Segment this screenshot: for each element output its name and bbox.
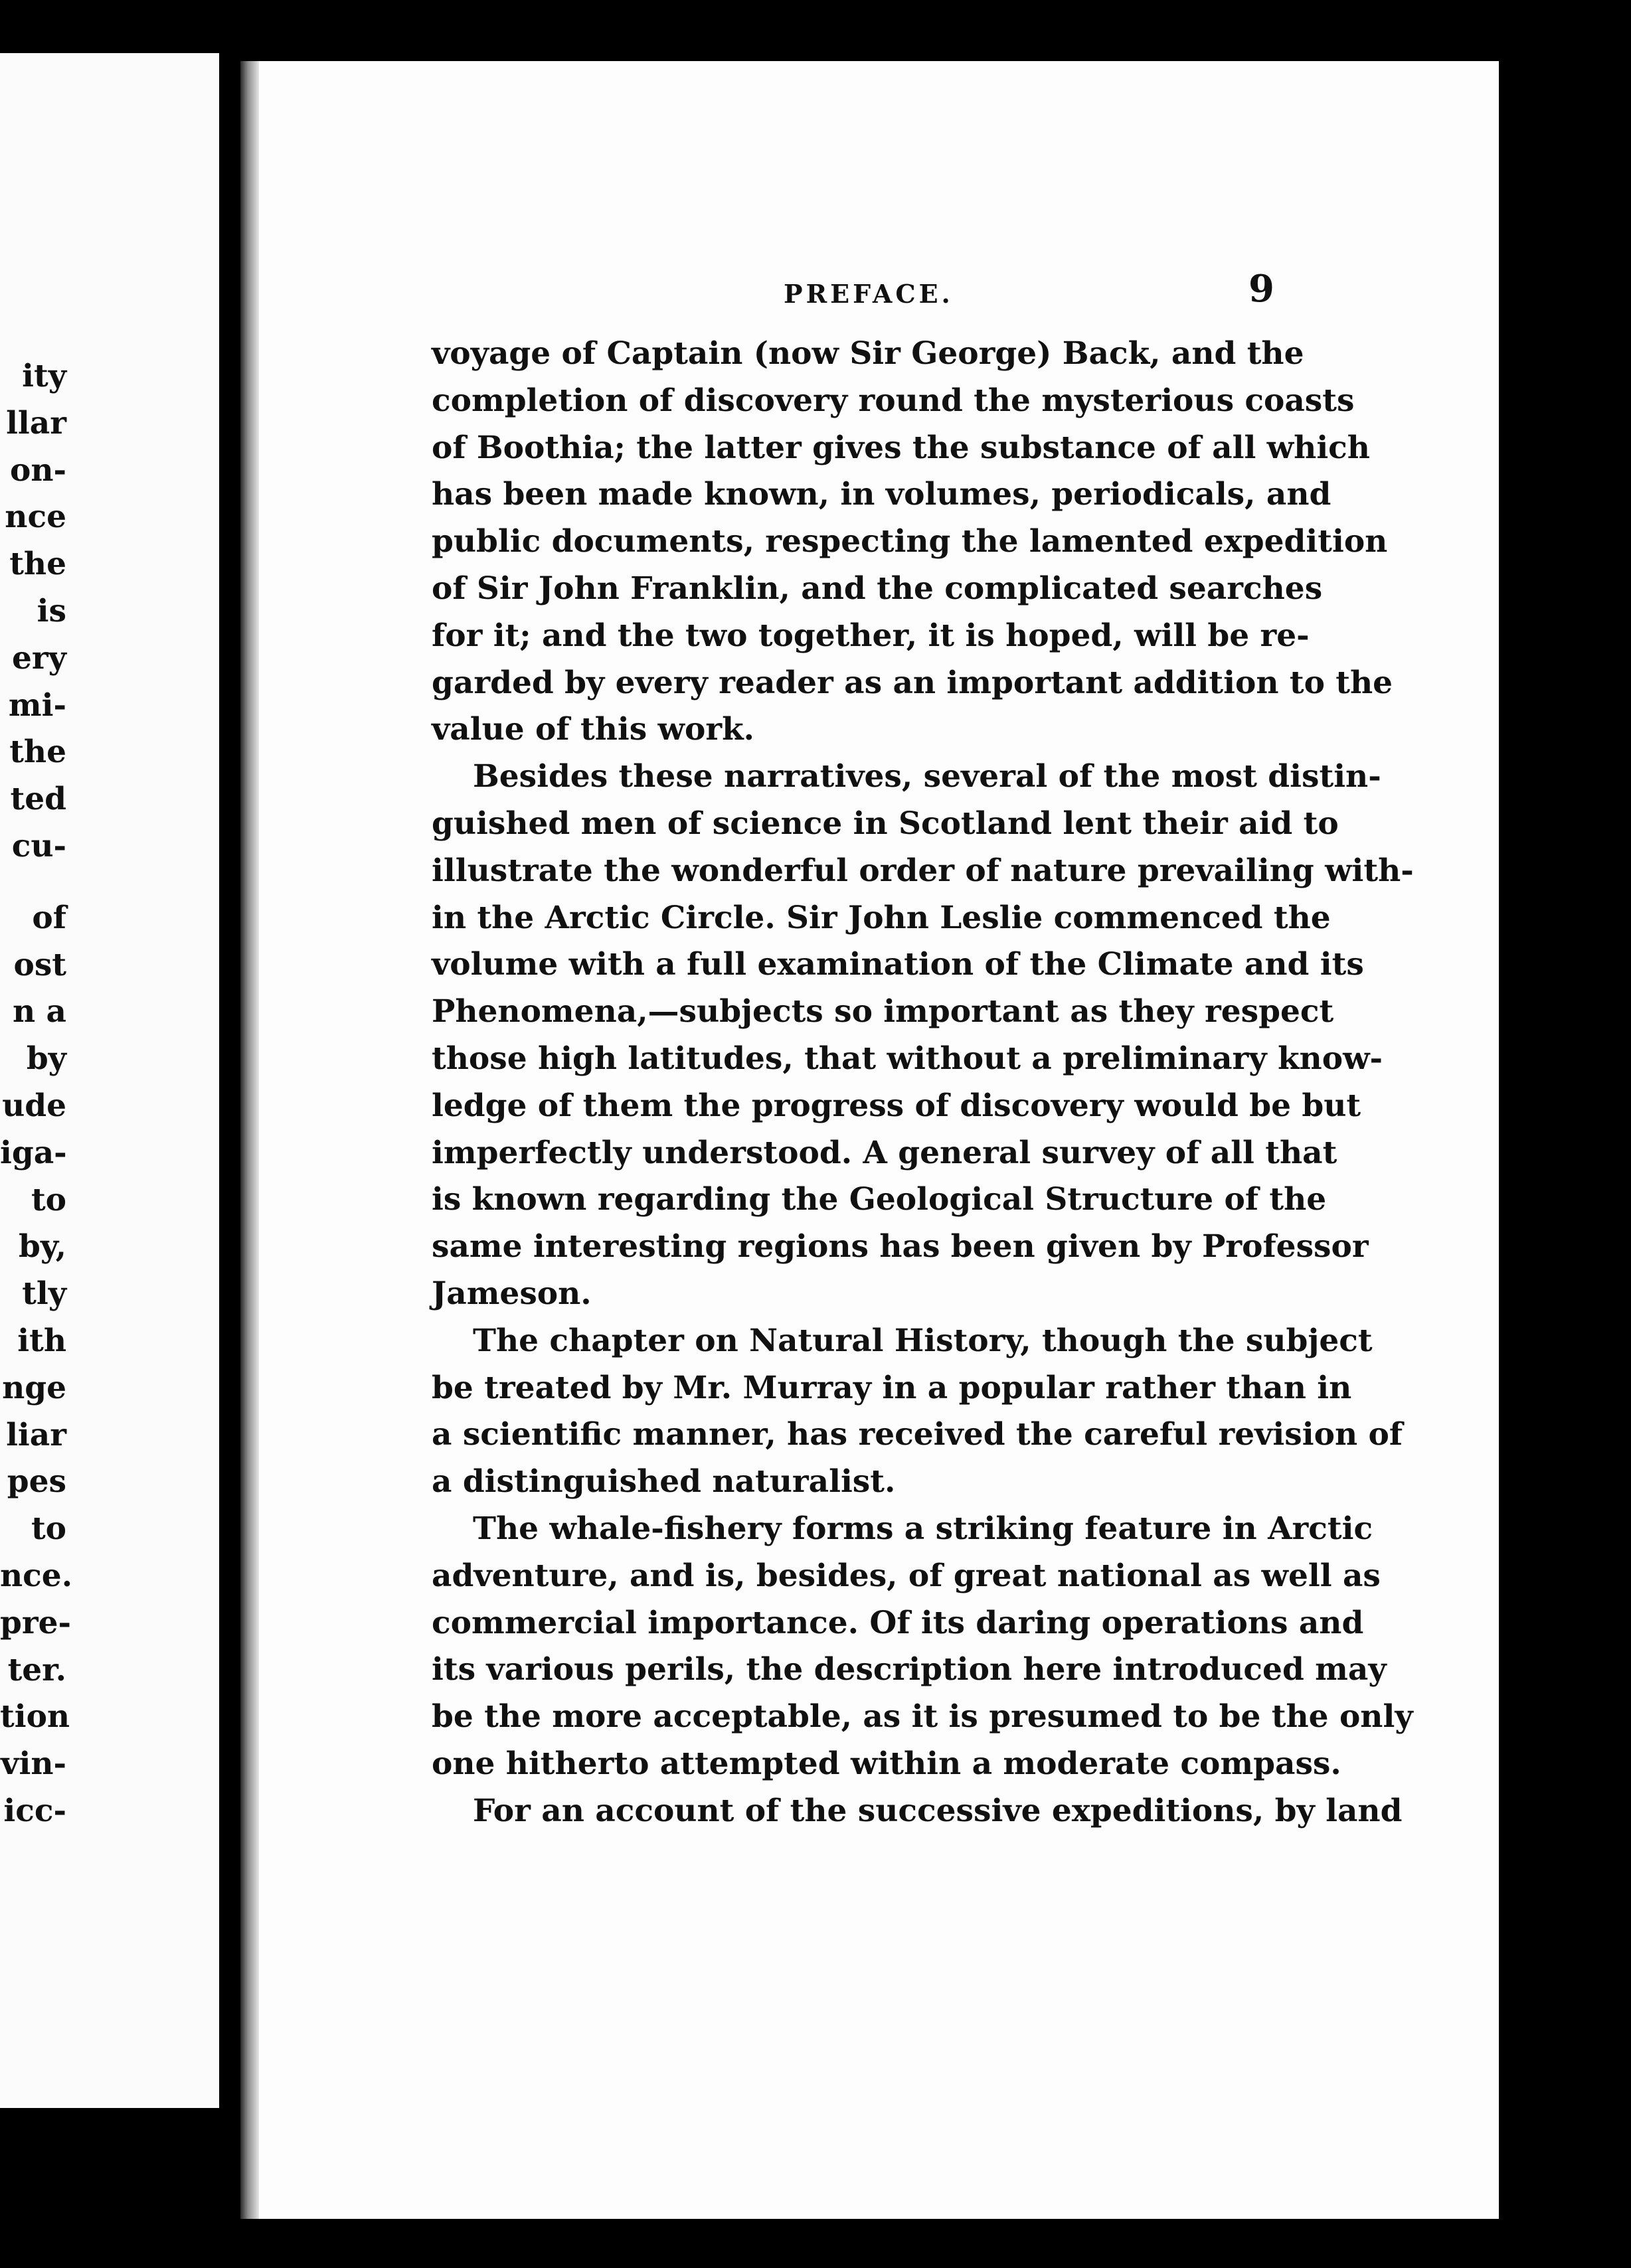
facing-page-fragment-line: ost [13,946,66,983]
facing-page-fragment-line: nge [2,1369,66,1406]
text-line: be the more acceptable, as it is presumed to be the only [432,1698,1413,1736]
page-number: 9 [1248,267,1274,311]
facing-page-fragment-line: cu- [11,827,66,864]
paragraph [432,1506,1413,1788]
page-gutter-shadow [240,61,259,2219]
text-line: value of this work. [432,711,755,748]
text-line: adventure, and is, besides, of great national as well as [432,1557,1381,1594]
text-line: public documents, respecting the lamented expedition [432,523,1388,560]
paragraph [432,1788,1403,1835]
facing-page-fragment-line: ted [10,781,66,818]
facing-page-fragment-line: ith [17,1322,66,1359]
text-line: voyage of Captain (now Sir George) Back, and the [432,335,1304,372]
text-line: is known regarding the Geological Structure of the [432,1181,1327,1218]
text-line: has been made known, in volumes, periodicals, and [432,476,1331,513]
text-line: those high latitudes, that without a preliminary know- [432,1040,1383,1077]
facing-page-fragment-line: to [31,1181,66,1218]
facing-page-fragment-line: ery [12,639,66,677]
text-line: Phenomena,—subjects so important as they respect [432,993,1334,1030]
facing-page-fragment-line: on- [9,451,66,489]
facing-page-fragment-line: mi- [8,687,66,724]
facing-page-fragment-line: n a [13,993,66,1030]
facing-page-fragment-line: pre- [0,1604,72,1641]
facing-page-fragment-line: pes [7,1463,66,1500]
text-line: be treated by Mr. Murray in a popular rather than in [432,1369,1352,1406]
facing-page-fragment-line: of [32,899,66,936]
text-line: Besides these narratives, several of the most distin- [473,758,1381,795]
facing-page-fragment-line: ter. [7,1651,66,1688]
facing-page-fragment-line: the [9,546,66,583]
text-line: completion of discovery round the mysterious coasts [432,382,1355,419]
text-line: same interesting regions has been given by Professor [432,1228,1369,1265]
facing-page-fragment-line: to [31,1510,66,1548]
text-line: The chapter on Natural History, though the subject [473,1322,1373,1359]
text-line: in the Arctic Circle. Sir John Leslie commenced the [432,899,1331,936]
text-line: garded by every reader as an important addition to the [432,664,1393,701]
facing-page-line-ends [0,353,73,1835]
text-line: For an account of the successive expeditions, by land [473,1792,1403,1829]
text-line: imperfectly understood. A general survey of all that [432,1134,1337,1171]
facing-page-fragment [0,53,219,2108]
text-line: The whale-fishery forms a striking feature in Arctic [473,1510,1373,1547]
text-line: of Sir John Franklin, and the complicated searches [432,570,1323,607]
text-line: of Boothia; the latter gives the substance of all which [432,429,1370,466]
facing-page-fragment-line [0,870,66,895]
text-line: volume with a full examination of the Climate and its [432,946,1364,983]
text-line: ledge of them the progress of discovery would be but [432,1087,1361,1124]
running-head: PREFACE. [784,279,954,309]
facing-page-fragment-line: nce [5,499,66,536]
text-line: commercial importance. Of its daring operations and [432,1604,1364,1641]
facing-page-fragment-line: the [9,734,66,771]
facing-page-fragment-line: tly [22,1275,66,1313]
paragraph [432,1318,1403,1506]
facing-page-fragment-line: by, [18,1228,66,1265]
text-line: a distinguished naturalist. [432,1463,896,1500]
facing-page-fragment-line: is [37,592,66,629]
facing-page-fragment-line: icc- [3,1792,66,1829]
text-line: guished men of science in Scotland lent their aid to [432,805,1339,842]
facing-page-fragment-line: liar [6,1416,66,1453]
text-line: a scientific manner, has received the careful revision of [432,1416,1403,1453]
facing-page-fragment-line: by [26,1040,66,1078]
facing-page-fragment-line: vin- [1,1745,66,1783]
text-line: for it; and the two together, it is hoped, will be re- [432,617,1310,654]
facing-page-fragment-line: nce. [0,1557,73,1594]
body-text [432,331,1414,1835]
text-line: illustrate the wonderful order of nature prevailing with- [432,852,1414,889]
paragraph [432,331,1393,754]
paragraph [432,754,1414,1318]
facing-page-fragment-line: ude [2,1087,66,1124]
text-line: Jameson. [432,1275,592,1312]
facing-page-fragment-line: tion [0,1698,70,1736]
facing-page-fragment-line: llar [6,404,66,442]
text-line: one hitherto attempted within a moderate compass. [432,1745,1341,1782]
facing-page-fragment-line: iga- [0,1134,67,1171]
text-line: its various perils, the description here introduced may [432,1651,1387,1688]
facing-page-fragment-line: ity [22,358,66,394]
